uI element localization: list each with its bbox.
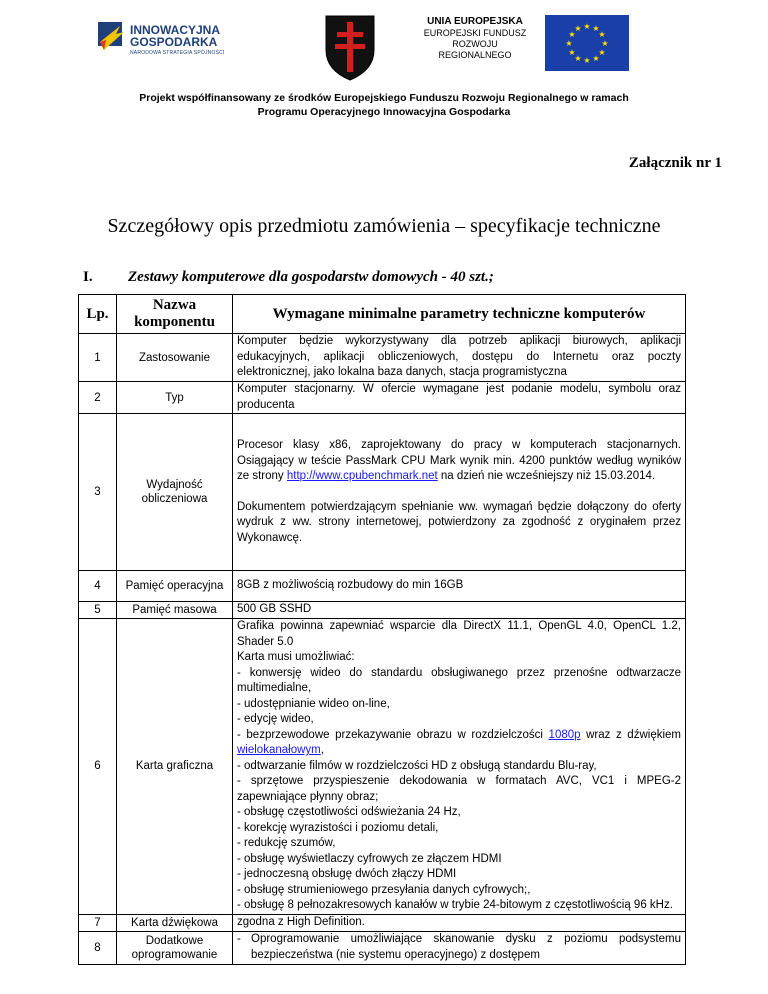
project-cofinancing-note [0,91,768,119]
row-requirements [233,619,686,915]
row-component-name: Typ [117,382,233,414]
table-row [79,382,686,414]
project-line-2: Programu Operacyjnego Innowacyjna Gospodarka [257,106,511,118]
crest-cross-icon [320,12,380,82]
gpu-intro: Grafika powinna zapewniać wsparcie dla DirectX 11.1, OpenGL 4.0, OpenCL 1.2, Shader 5.0 [237,620,681,648]
table-row [79,334,686,382]
eu-flag [545,15,629,71]
row-component-name: Zastosowanie [117,334,233,382]
innowacyjna-gospodarka-logo [96,20,246,64]
svg-text:★: ★ [565,39,573,48]
annex-label: Załącznik nr 1 [628,155,722,171]
table-row [79,602,686,619]
ig-logo-line2: GOSPODARKA [130,35,218,49]
row-component-name: Karta graficzna [117,619,233,915]
header-requirements: Wymagane minimalne parametry techniczne komputerów [233,295,686,334]
coat-of-arms-crest [320,12,380,82]
gpu-item [237,728,681,759]
svg-text:★: ★ [583,22,591,31]
gpu-item: - sprzętowe przyspieszenie dekodowania w formatach AVC, VC1 i MPEG-2 zapewniające płynny obraz; [237,775,681,803]
gpu-item-text: , [320,744,324,756]
ig-emblem-icon [96,20,126,60]
eu-logo-line1: UNIA EUROPEJSKA [427,16,523,27]
svg-text:★: ★ [574,54,582,63]
row-number: 1 [79,334,117,382]
document-title: Szczegółowy opis przedmiotu zamówienia – specyfikacje techniczne [107,215,661,237]
gpu-item: - konwersję wideo do standardu obsługiwanego przez przenośne odtwarzacze multimedialne, [237,666,681,694]
svg-text:★: ★ [574,24,582,33]
row-number: 5 [79,602,117,619]
gpu-item: - jednoczesną obsługę dwóch złączy HDMI [237,868,457,880]
gpu-item: - obsługę 8 pełnozakresowych kanałów w trybie 24-bitowym z częstotliwością 96 kHz. [237,899,673,911]
row-requirements: Komputer stacjonarny. W ofercie wymagane jest podanie modelu, symbolu oraz producenta [233,382,686,414]
row-number: 7 [79,914,117,931]
section-title: Zestawy komputerowe dla gospodarstw domowych - 40 szt.; [128,269,494,285]
eu-flag-stars-icon [545,15,629,71]
gpu-must: Karta musi umożliwiać: [237,651,355,663]
svg-text:★: ★ [598,48,606,57]
gpu-item: - obsługę strumieniowego przesyłania danych cyfrowych;, [237,883,531,896]
svg-text:★: ★ [568,30,576,39]
svg-text:★: ★ [598,30,606,39]
row-requirements: zgodna z High Definition. [233,914,686,931]
table-row [79,619,686,915]
row-component-name: Pamięć operacyjna [117,571,233,602]
cpubenchmark-link[interactable]: http://www.cpubenchmark.net [286,470,438,482]
eu-logo-line2: EUROPEJSKI FUNDUSZ [423,28,527,38]
header-logos [0,10,768,72]
gpu-item-text: wraz z dźwiękiem [580,728,681,741]
section-number: I. [83,269,93,285]
cpu-proof-note: Dokumentem potwierdzającym spełnianie ww. wymagań będzie dołączony do oferty wydruk z ww. strony internetowej, potwierdzony za zgodność z oryginałem przez Wykonawcę. [237,500,681,544]
svg-text:★: ★ [568,48,576,57]
svg-text:★: ★ [583,56,591,65]
ig-logo-line1: INNOWACYJNA [130,23,221,37]
row-requirements: Komputer będzie wykorzystywany dla potrzeb aplikacji biurowych, aplikacji edukacyjnych, aplikacji obliczeniowych, dostępu do Internetu oraz poczty elektronicznej, jako lokalna baza danych, stacja programistyczna [233,334,686,382]
list-dash: - [237,933,241,945]
cpu-text-after: na dzień nie wcześniejszy niż 15.03.2014. [437,470,656,482]
gpu-item: - obsługę częstotliwości odświeżania 24 Hz, [237,806,461,818]
table-row [79,571,686,602]
header-lp: Lp. [79,295,117,334]
row-component-name: Pamięć masowa [117,602,233,619]
gpu-item: - korekcję wyrazistości i poziomu detali, [237,821,439,834]
gpu-item: - redukcję szumów, [237,837,336,849]
svg-text:★: ★ [592,24,600,33]
table-row [79,931,686,964]
table-row [79,914,686,931]
gpu-item: - obsługę wyświetlaczy cyfrowych ze złączem HDMI [237,852,502,865]
gpu-item: - odtwarzanie filmów w rozdzielczości HD z obsługą standardu Blu-ray, [237,759,597,772]
gpu-item: - edycję wideo, [237,713,314,725]
gpu-item: - udostępnianie wideo on-line, [237,697,390,710]
row-requirements [233,931,686,964]
row-number: 2 [79,382,117,414]
row-requirements [233,414,686,571]
cpu-text-before: Procesor klasy x86, zaprojektowany do pracy w komputerach stacjonarnych. Osiągający w teście PassMark CPU Mark wynik min. 4200 punktów według wyników ze strony [237,439,681,482]
row-number: 3 [79,414,117,571]
eu-logo-text [416,16,534,61]
project-line-1: Projekt współfinansowany ze środków Europejskiego Funduszu Rozwoju Regionalnego w ramach [139,92,629,104]
link-1080p[interactable]: 1080p [548,728,581,741]
gpu-item-text: - bezprzewodowe przekazywanie obrazu w rozdzielczości [237,728,549,741]
header-component: Nazwa komponentu [117,295,233,334]
row-number: 8 [79,931,117,964]
table-row [79,414,686,571]
row-component-name: Dodatkowe oprogramowanie [117,931,233,964]
row-component-name: Karta dźwiękowa [117,914,233,931]
link-wielokanalowym[interactable]: wielokanałowym [237,744,321,756]
specification-table [78,294,686,965]
svg-text:★: ★ [601,39,609,48]
row-requirements: 500 GB SSHD [233,602,686,619]
eu-logo-line3: ROZWOJU REGIONALNEGO [438,39,512,60]
row-requirements: 8GB z możliwością rozbudowy do min 16GB [233,571,686,602]
row-component-name: Wydajność obliczeniowa [117,414,233,571]
svg-text:★: ★ [592,54,600,63]
software-text: Oprogramowanie umożliwiające skanowanie dysku z poziomu podsystemu bezpieczeństwa (nie systemu operacyjnego) z dostępem [251,933,681,961]
table-header-row [79,295,686,334]
row-number: 4 [79,571,117,602]
row-number: 6 [79,619,117,915]
ig-logo-line3: NARODOWA STRATEGIA SPÓJNOŚCI [130,50,225,56]
